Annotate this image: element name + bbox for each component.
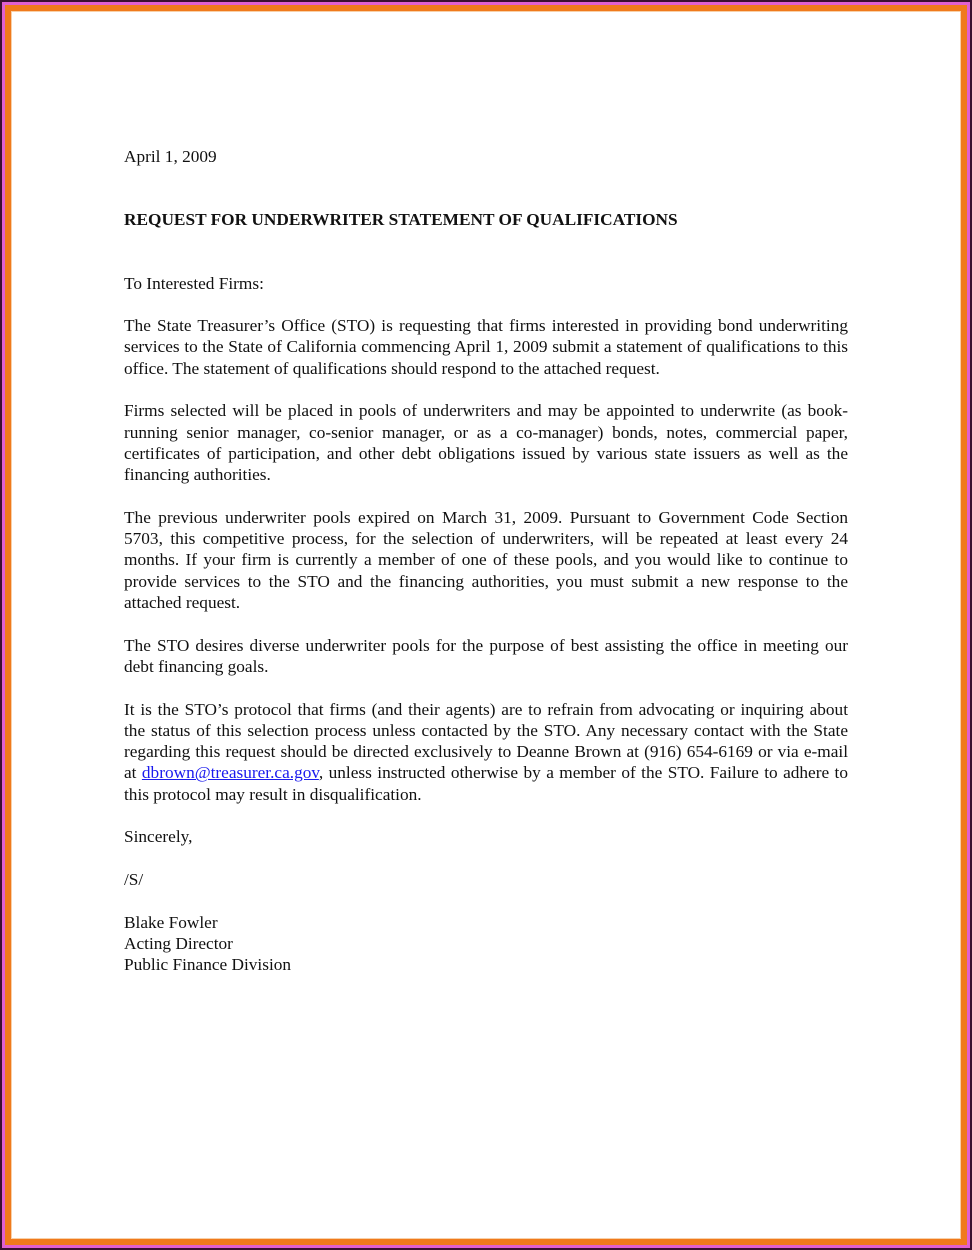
paragraph-intro: The State Treasurer’s Office (STO) is requesting that firms interested in providing bond underwriting services to the State of California commencing April 1, 2009 submit a statement of qualifications to this office. The statement of qualifications should respond to the attached request. [124, 316, 848, 378]
signer-name: Blake Fowler [124, 912, 218, 932]
letter [124, 146, 848, 975]
signer-block [124, 912, 848, 976]
signer-title: Acting Director [124, 933, 233, 953]
signer-division: Public Finance Division [124, 955, 292, 975]
letter-date: April 1, 2009 [124, 147, 217, 166]
letter-title: REQUEST FOR UNDERWRITER STATEMENT OF QUALIFICATIONS [124, 210, 678, 230]
closing: Sincerely, [124, 827, 193, 847]
email-link[interactable]: dbrown@treasurer.ca.gov [141, 763, 319, 783]
paragraph-protocol [124, 699, 848, 805]
protocol-text: It is the STO’s protocol that firms (and their agents) are to refrain from advocating or inquiring about the status of this selection process unless contacted by the STO. Any necessary contact with the State regarding this request should be directed exclusively to Deanne Brown at (916) 654-6169 or via e-mail at [124, 699, 848, 783]
paragraph-pools: Firms selected will be placed in pools of underwriters and may be appointed to underwrite (as book-running senior manager, co-senior manager, or as a co-manager) bonds, notes, commercial paper, certificates of participation, and other debt obligations issued by various state issuers as well as the financing authorities. [124, 401, 848, 485]
signature: /S/ [124, 869, 144, 889]
protocol-text-end: , unless instructed otherwise by a member of the STO. Failure to adhere to this protocol may result in disqualification. [124, 763, 848, 804]
paragraph-diversity: The STO desires diverse underwriter pools for the purpose of best assisting the office in meeting our debt financing goals. [124, 635, 848, 676]
salutation: To Interested Firms: [124, 273, 264, 293]
paragraph-previous-pools: The previous underwriter pools expired on March 31, 2009. Pursuant to Government Code Section 5703, this competitive process, for the selection of underwriters, will be repeated at least every 24 months. If your firm is currently a member of one of these pools, and you would like to continue to provide services to the STO and the financing authorities, you must submit a new response to the attached request. [124, 507, 848, 613]
